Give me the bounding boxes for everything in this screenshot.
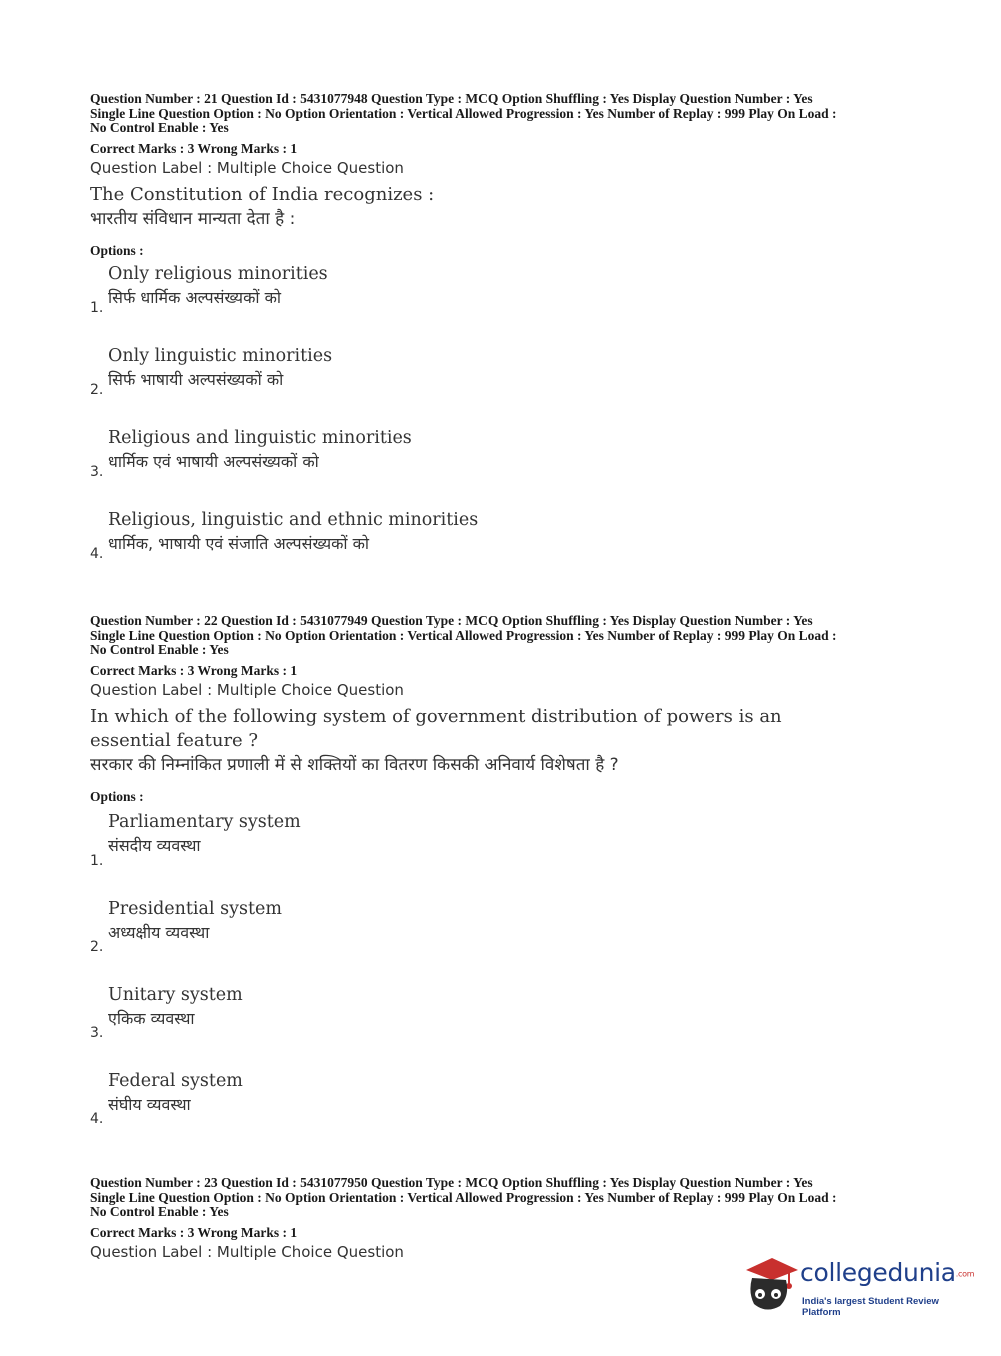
- collegedunia-logo: [742, 1252, 975, 1318]
- option-3[interactable]: [90, 426, 930, 508]
- question-text-en: [90, 705, 930, 753]
- meta-line-1: Question Number : 21 Question Id : 5431077948 Question Type : MCQ Option Shuffling : Yes Display Question Number : Yes: [90, 91, 813, 106]
- options-list: [90, 810, 930, 1129]
- question-meta: [90, 92, 930, 136]
- logo-suffix: .com: [955, 1269, 975, 1279]
- meta-line-1: Question Number : 22 Question Id : 5431077949 Question Type : MCQ Option Shuffling : Yes Display Question Number : Yes: [90, 613, 813, 628]
- meta-line-2: Single Line Question Option : No Option Orientation : Vertical Allowed Progression : Yes Number of Replay : 999 Play On Load :: [90, 627, 837, 643]
- option-text-en: Religious and linguistic minorities: [108, 427, 412, 448]
- question-text-en-line-2: essential feature ?: [90, 729, 259, 751]
- option-1[interactable]: [90, 810, 930, 897]
- logo-tagline: India's largest Student Review Platform: [802, 1296, 939, 1318]
- meta-line-2: Single Line Question Option : No Option Orientation : Vertical Allowed Progression : Yes Number of Replay : 999 Play On Load :: [90, 105, 837, 121]
- logo-name: collegedunia: [800, 1258, 956, 1287]
- option-4[interactable]: [90, 508, 930, 590]
- option-3[interactable]: [90, 983, 930, 1069]
- options-heading: Options :: [90, 788, 144, 804]
- question-22: [90, 614, 930, 1129]
- meta-line-1: Question Number : 23 Question Id : 5431077950 Question Type : MCQ Option Shuffling : Yes Display Question Number : Yes: [90, 1175, 813, 1190]
- question-marks: Correct Marks : 3 Wrong Marks : 1: [90, 662, 298, 678]
- meta-line-3: No Control Enable : Yes: [90, 1204, 229, 1220]
- question-text-en: The Constitution of India recognizes :: [90, 183, 435, 205]
- option-text-hi: संघीय व्यवस्था: [108, 1094, 191, 1114]
- option-text-hi: सिर्फ धार्मिक अल्पसंख्यकों को: [108, 287, 282, 307]
- option-text-en: Only religious minorities: [108, 263, 328, 284]
- option-text-en: Unitary system: [108, 984, 243, 1005]
- option-text-hi: धार्मिक, भाषायी एवं संजाति अल्पसंख्यकों को: [108, 533, 370, 553]
- option-number: 4.: [90, 1110, 104, 1127]
- mascot-icon: [742, 1252, 800, 1316]
- option-text-hi: एकिक व्यवस्था: [108, 1008, 195, 1028]
- option-number: 2.: [90, 381, 104, 398]
- question-label: Question Label : Multiple Choice Question: [90, 158, 404, 177]
- option-number: 2.: [90, 938, 104, 955]
- options-heading: Options :: [90, 242, 144, 258]
- option-text-hi: संसदीय व्यवस्था: [108, 835, 201, 855]
- option-1[interactable]: [90, 262, 930, 344]
- meta-line-3: No Control Enable : Yes: [90, 120, 229, 136]
- option-text-hi: अध्यक्षीय व्यवस्था: [108, 922, 210, 942]
- option-text-en: Presidential system: [108, 898, 282, 919]
- question-label: Question Label : Multiple Choice Question: [90, 1242, 404, 1261]
- option-text-en: Federal system: [108, 1070, 243, 1091]
- question-label: Question Label : Multiple Choice Question: [90, 680, 404, 699]
- logo-wordmark: [800, 1258, 974, 1287]
- option-number: 1.: [90, 852, 104, 869]
- options-list: [90, 262, 930, 590]
- option-text-en: Religious, linguistic and ethnic minorities: [108, 509, 479, 530]
- option-number: 4.: [90, 545, 104, 562]
- meta-line-2: Single Line Question Option : No Option Orientation : Vertical Allowed Progression : Yes Number of Replay : 999 Play On Load :: [90, 1189, 837, 1205]
- meta-line-3: No Control Enable : Yes: [90, 642, 229, 658]
- question-23: [90, 1176, 930, 1261]
- option-number: 3.: [90, 463, 104, 480]
- option-4[interactable]: [90, 1069, 930, 1129]
- question-meta: [90, 614, 930, 658]
- option-number: 3.: [90, 1024, 104, 1041]
- question-text-en-line-1: In which of the following system of government distribution of powers is an: [90, 705, 782, 727]
- option-text-en: Parliamentary system: [108, 811, 301, 832]
- question-21: [90, 92, 930, 590]
- option-number: 1.: [90, 299, 104, 316]
- question-marks: Correct Marks : 3 Wrong Marks : 1: [90, 1224, 298, 1240]
- question-text-hi: भारतीय संविधान मान्यता देता है :: [90, 208, 296, 229]
- option-text-hi: धार्मिक एवं भाषायी अल्पसंख्यकों को: [108, 451, 319, 471]
- question-text-hi: सरकार की निम्नांकित प्रणाली में से शक्तियों का वितरण किसकी अनिवार्य विशेषता है ?: [90, 754, 619, 775]
- option-text-en: Only linguistic minorities: [108, 345, 333, 366]
- option-2[interactable]: [90, 897, 930, 983]
- option-2[interactable]: [90, 344, 930, 426]
- question-marks: Correct Marks : 3 Wrong Marks : 1: [90, 140, 298, 156]
- question-meta: [90, 1176, 930, 1220]
- option-text-hi: सिर्फ भाषायी अल्पसंख्यकों को: [108, 369, 284, 389]
